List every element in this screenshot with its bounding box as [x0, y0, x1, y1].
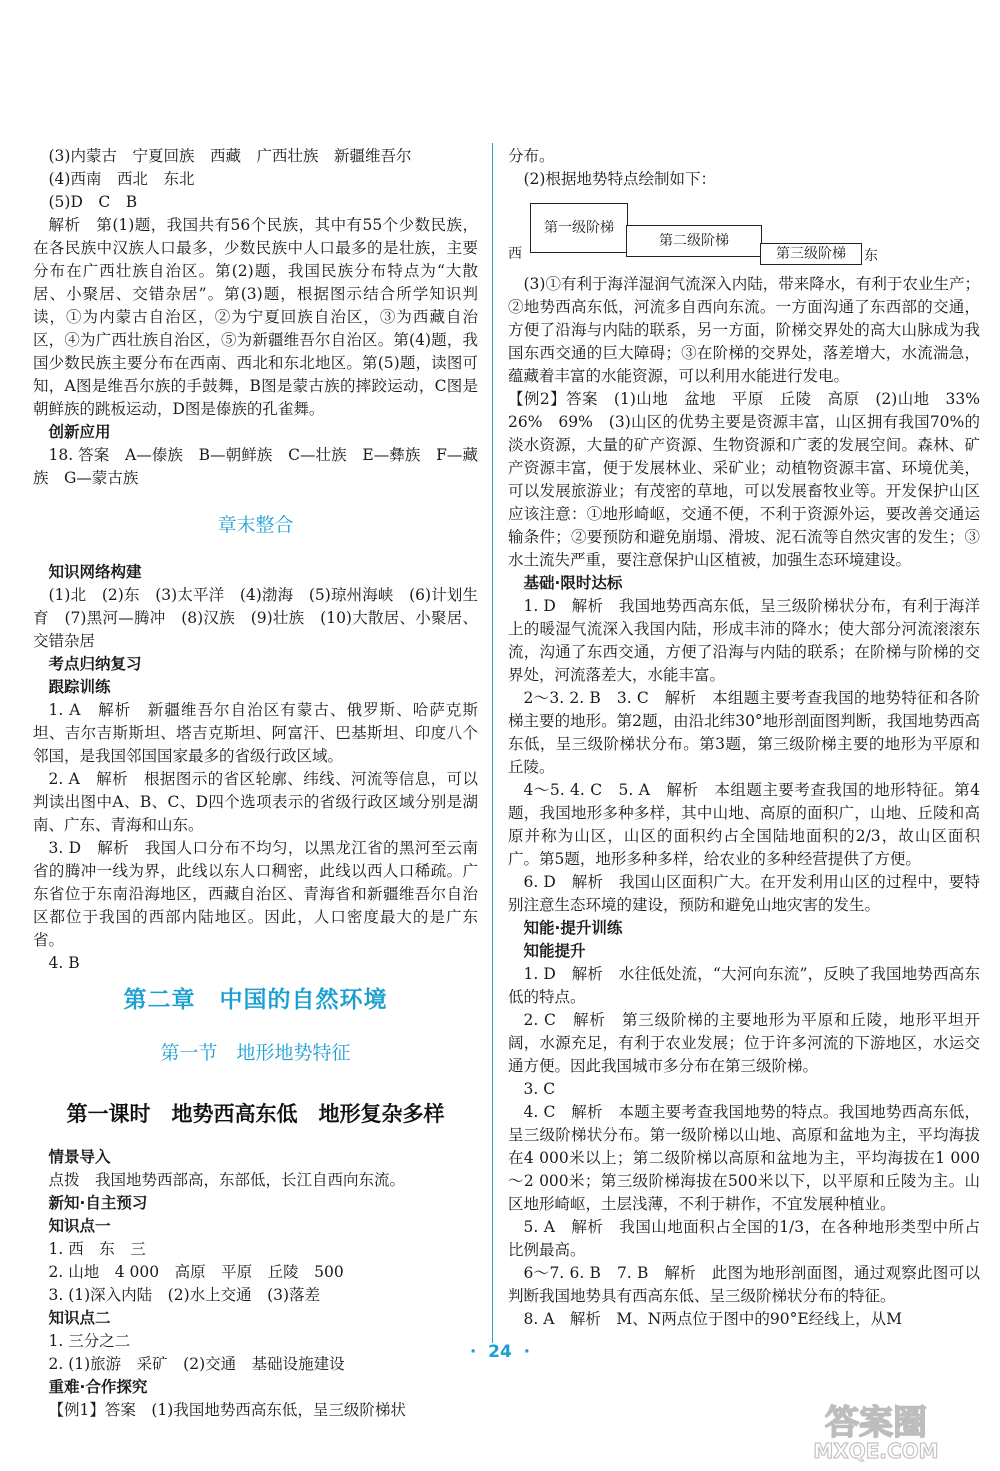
section-heading: 新知·自主预习 [48, 1194, 148, 1212]
paragraph: (3)①有利于海洋湿润气流深入内陆，带来降水，有利于农业生产；②地势西高东低，河流多自西向东流。一方面沟通了东西部的交通，方便了沿海与内陆的联系，另一方面，阶梯交界处的高大山脉成为我国东西交通的巨大障碍；③在阶梯的交界处，落差增大，水流湍急，蕴藏着丰富的水能资源，可以利用水能进行发电。 [508, 275, 980, 385]
paragraph: 1. A 解析 新疆维吾尔自治区有蒙古、俄罗斯、哈萨克斯坦、吉尔吉斯斯坦、塔吉克斯坦、阿富汗、巴基斯坦、印度八个邻国，是我国邻国国家最多的省级行政区域。 [33, 701, 478, 765]
section-heading: 知识网络构建 [48, 563, 142, 581]
watermark-icon [770, 1398, 982, 1462]
paragraph: (5)D C B [48, 193, 138, 211]
paragraph: 3. D 解析 我国人口分布不均匀，以黑龙江省的黑河至云南省的腾冲一线为界，此线以东人口稠密，此线以西人口稀疏。广东省位于东南沿海地区，西藏自治区、青海省和新疆维吾尔自治区都位于我国的西部内陆地区。因此，人口密度最大的是广东省。 [33, 839, 478, 949]
watermark-line1: 答案圈 [825, 1403, 927, 1443]
paragraph: 4. B [48, 954, 80, 972]
paragraph: 18. 答案 A—傣族 B—朝鲜族 C—壮族 E—彝族 F—藏族 G—蒙古族 [33, 446, 478, 487]
paragraph: 1. D 解析 水往低处流，“大河向东流”，反映了我国地势西高东低的特点。 [508, 965, 980, 1006]
paragraph: 1. 西 东 三 [48, 1240, 146, 1258]
paragraph: 1. D 解析 我国地势西高东低，呈三级阶梯状分布，有利于海洋上的暖湿气流深入我国内陆，形成丰沛的降水；使大部分河流滚滚东流，沟通了东西交通，方便了沿海与内陆的联系；在阶梯与阶梯的交界处，河流落差大，水能丰富。 [508, 597, 980, 684]
paragraph: 3. (1)深入内陆 (2)水上交通 (3)落差 [48, 1286, 321, 1304]
paragraph: 4. C 解析 本题主要考查我国地势的特点。我国地势西高东低，呈三级阶梯状分布。第一级阶梯以山地、高原和盆地为主，平均海拔在4 000米以上；第二级阶梯以高原和盆地为主，平均海拔在1 000～2 000米；第三级阶梯海拔在500米以下，以平原和丘陵为主。山区地形崎岖，土层浅薄，不利于耕作，不宜发展种植业。 [508, 1103, 980, 1213]
paragraph: 【例2】答案 (1)山地 盆地 平原 丘陵 高原 (2)山地 33% 26% 69% (3)山区的优势主要是资源丰富，山区拥有我国70%的淡水资源，大量的矿产资源、生物资源和广袤的发展空间。森林、矿产资源丰富，便于发展林业、采矿业；动植物资源丰富、环境优美，可以发展旅游业；有茂密的草地，可以发展畜牧业等。开发保护山区应该注意：①地形崎岖，交通不便，不利于资源外运，要改善交通运输条件；②要预防和避免崩塌、滑坡、泥石流等自然灾害的发生；③水土流失严重，要注意保护山区植被，加强生态环境建设。 [508, 390, 996, 569]
paragraph: (3)内蒙古 宁夏回族 西藏 广西壮族 新疆维吾尔 [48, 147, 412, 165]
paragraph: (1)北 (2)东 (3)太平洋 (4)渤海 (5)琼州海峡 (6)计划生育 (7)黑河—腾冲 (8)汉族 (9)壮族 (10)大散居、小聚居、交错杂居 [33, 586, 478, 650]
paragraph: 2. (1)旅游 采矿 (2)交通 基础设施建设 [48, 1355, 345, 1373]
section-heading: 重难·合作探究 [48, 1378, 148, 1396]
right-top-text [508, 145, 980, 191]
column-divider [492, 143, 493, 1343]
section-heading: 跟踪训练 [48, 678, 111, 696]
paragraph: 2. A 解析 根据图示的省区轮廓、纬线、河流等信息，可以判读出图中A、B、C、D四个选项表示的省级行政区域分别是湖南、广东、青海和山东。 [33, 770, 478, 834]
page-number: · 24 · [469, 1342, 531, 1362]
section-heading: 知识点二 [48, 1309, 111, 1327]
paragraph: 2～3. 2. B 3. C 解析 本组题主要考查我国的地势特征和各阶梯主要的地形。第2题，由沿北纬30°地形剖面图判断，我国地势西高东低，呈三级阶梯状分布。第3题，第三级阶梯主要的地形为平原和丘陵。 [508, 689, 980, 776]
paragraph: 1. 三分之二 [48, 1332, 131, 1350]
section-heading: 创新应用 [48, 423, 111, 441]
section-heading: 情景导入 [48, 1148, 111, 1166]
lesson-title: 第一课时 地势西高东低 地形复杂多样 [66, 1102, 445, 1126]
paragraph: 解析 第(1)题，我国共有56个民族，其中有55个少数民族，在各民族中汉族人口最多，少数民族中人口最多的是壮族，主要分布在广西壮族自治区。第(2)题，我国民族分布特点为“大散居、小聚居、交错杂居”。第(3)题，根据图示结合所学知识判读，①为内蒙古自治区，②为宁夏回族自治区，③为西藏自治区，④为广西壮族自治区，⑤为新疆维吾尔自治区。第(4)题，我国少数民族主要分布在西南、西北和东北地区。第(5)题，读图可知，A图是维吾尔族的手鼓舞，B图是蒙古族的摔跤运动，C图是朝鲜族的跳板运动，D图是傣族的孔雀舞。 [33, 216, 478, 418]
section-heading: 知能·提升训练 [523, 919, 623, 937]
watermark-line2: MXQE.COM [813, 1439, 939, 1462]
paragraph: 3. C [523, 1080, 556, 1098]
step-3: 第三级阶梯 [760, 243, 862, 265]
paragraph: 分布。 [508, 147, 555, 165]
section-title: 章末整合 [217, 514, 294, 536]
section-heading: 知识点一 [48, 1217, 111, 1235]
section-title: 第一节 地形地势特征 [160, 1042, 351, 1064]
paragraph: (4)西南 西北 东北 [48, 170, 195, 188]
paragraph: 点拨 我国地势西部高，东部低，长江自西向东流。 [48, 1171, 406, 1189]
paragraph: 2. C 解析 第三级阶梯的主要地形为平原和丘陵，地形平坦开阔，水源充足，有利于农业发展；位于许多河流的下游地区，水运交通方便。因此我国城市多分布在第三级阶梯。 [508, 1011, 980, 1075]
paragraph: 6～7. 6. B 7. B 解析 此图为地形剖面图，通过观察此图可以判断我国地势具有西高东低、呈三级阶梯状分布的特征。 [508, 1264, 980, 1305]
right-body-text [508, 273, 996, 1331]
chapter-title: 第二章 中国的自然环境 [123, 987, 388, 1013]
paragraph: 8. A 解析 M、N两点位于图中的90°E经线上，从M [523, 1310, 903, 1328]
step-2: 第二级阶梯 [626, 225, 762, 257]
watermark-logo [770, 1398, 982, 1462]
paragraph: 2. 山地 4 000 高原 平原 丘陵 500 [48, 1263, 344, 1281]
paragraph: 5. A 解析 我国山地面积占全国的1/3，在各种地形类型中所占比例最高。 [508, 1218, 980, 1259]
section-heading: 知能提升 [523, 942, 586, 960]
right-column [508, 145, 996, 1331]
step-1: 第一级阶梯 [530, 203, 628, 253]
paragraph: (2)根据地势特点绘制如下： [523, 170, 716, 188]
east-label: 东 [864, 248, 878, 264]
paragraph: 4～5. 4. C 5. A 解析 本组题主要考查我国的地形特征。第4题，我国地形多种多样，其中山地、高原的面积广，山地、丘陵和高原并称为山区，山区的面积约占全国陆地面积的2/3，故山区面积广。第5题，地形多种多样，给农业的多种经营提供了方便。 [508, 781, 980, 868]
paragraph: 【例1】答案 (1)我国地势西高东低，呈三级阶梯状 [48, 1401, 406, 1419]
left-column [33, 145, 478, 1422]
section-heading: 考点归纳复习 [48, 655, 142, 673]
terrain-step-diagram [508, 197, 980, 267]
west-label: 西 [508, 246, 522, 262]
paragraph: 6. D 解析 我国山区面积广大。在开发利用山区的过程中，要特别注意生态环境的建设，预防和避免山地灾害的发生。 [508, 873, 980, 914]
section-heading: 基础·限时达标 [523, 574, 623, 592]
